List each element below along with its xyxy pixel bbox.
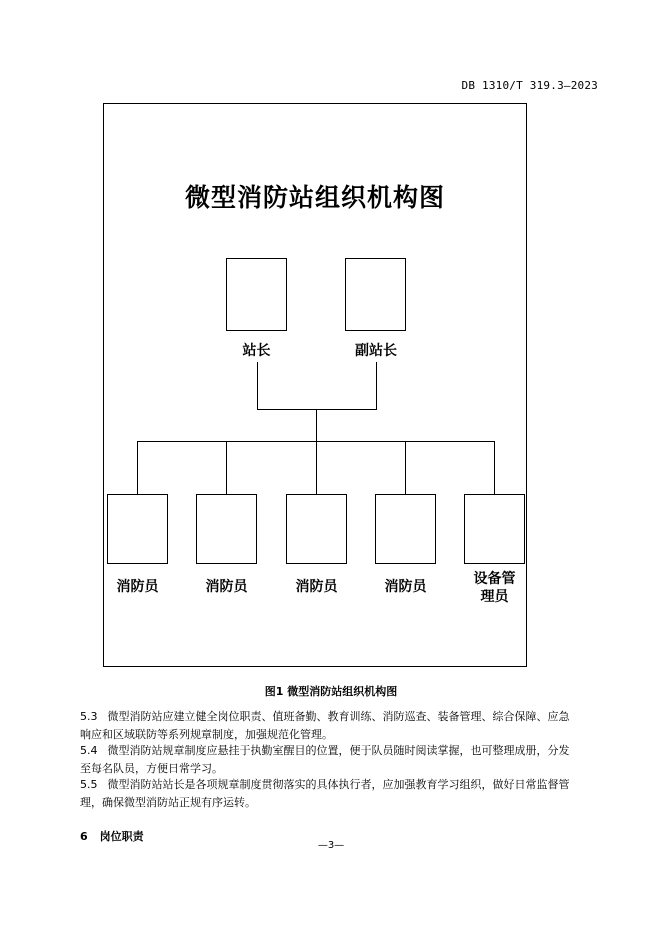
member-label-line: 设备管 (473, 571, 516, 587)
member-label: 消防员 (116, 579, 159, 595)
connector-line (405, 441, 406, 494)
paragraph-text: 微型消防站站长是各项规章制度贯彻落实的具体执行者，应加强教育学习组织，做好日常监督管 (107, 778, 570, 791)
paragraph-5-5 (80, 776, 610, 812)
connector-line (257, 362, 258, 409)
member-label: 消防员 (295, 579, 338, 595)
section-title: 岗位职责 (99, 830, 144, 843)
connector-line (226, 441, 227, 494)
org-chart-title: 微型消防站组织机构图 (184, 183, 445, 212)
figure-caption: 图1 微型消防站组织机构图 (264, 685, 398, 698)
member-box (375, 494, 436, 564)
paragraph-text: 微型消防站应建立健全岗位职责、值班备勤、教育训练、消防巡查、装备管理、综合保障、应急 (107, 710, 570, 723)
member-box (464, 494, 525, 564)
document-id: DB 1310/T 319.3—2023 (461, 79, 598, 92)
leader-box-deputy-chief (345, 258, 406, 331)
member-label-equipment-manager (457, 570, 532, 606)
paragraph-text: 至每名队员，方便日常学习。 (80, 762, 223, 775)
paragraph-text: 响应和区域联防等系列规章制度，加强规范化管理。 (80, 728, 333, 741)
member-label: 消防员 (205, 579, 248, 595)
leader-label-station-chief: 站长 (242, 343, 271, 359)
leader-label-deputy-chief: 副站长 (355, 343, 397, 359)
clause-number: 5.4 (80, 744, 98, 757)
clause-number: 5.3 (80, 710, 98, 723)
clause-number: 5.5 (80, 778, 98, 791)
paragraph-text: 理，确保微型消防站正规有序运转。 (80, 796, 256, 809)
paragraph-line (80, 708, 610, 726)
member-box (107, 494, 168, 564)
connector-line (376, 362, 377, 409)
paragraph-line (80, 742, 610, 760)
connector-line (137, 441, 138, 494)
connector-line (257, 409, 377, 410)
member-label: 消防员 (384, 579, 427, 595)
connector-line (494, 441, 495, 494)
member-box (196, 494, 257, 564)
section-number: 6 (80, 830, 88, 843)
page-number: —3— (317, 840, 345, 851)
connector-line (316, 409, 317, 441)
member-label-line: 理员 (480, 589, 509, 605)
paragraph-text: 微型消防站规章制度应悬挂于执勤室醒目的位置，便于队员随时阅读掌握，也可整理成册，分发 (107, 744, 570, 757)
member-box (286, 494, 347, 564)
paragraph-line (80, 776, 610, 794)
paragraph-5-4 (80, 742, 610, 778)
paragraph-5-3 (80, 708, 610, 744)
connector-line (316, 441, 317, 494)
leader-box-station-chief (226, 258, 287, 331)
